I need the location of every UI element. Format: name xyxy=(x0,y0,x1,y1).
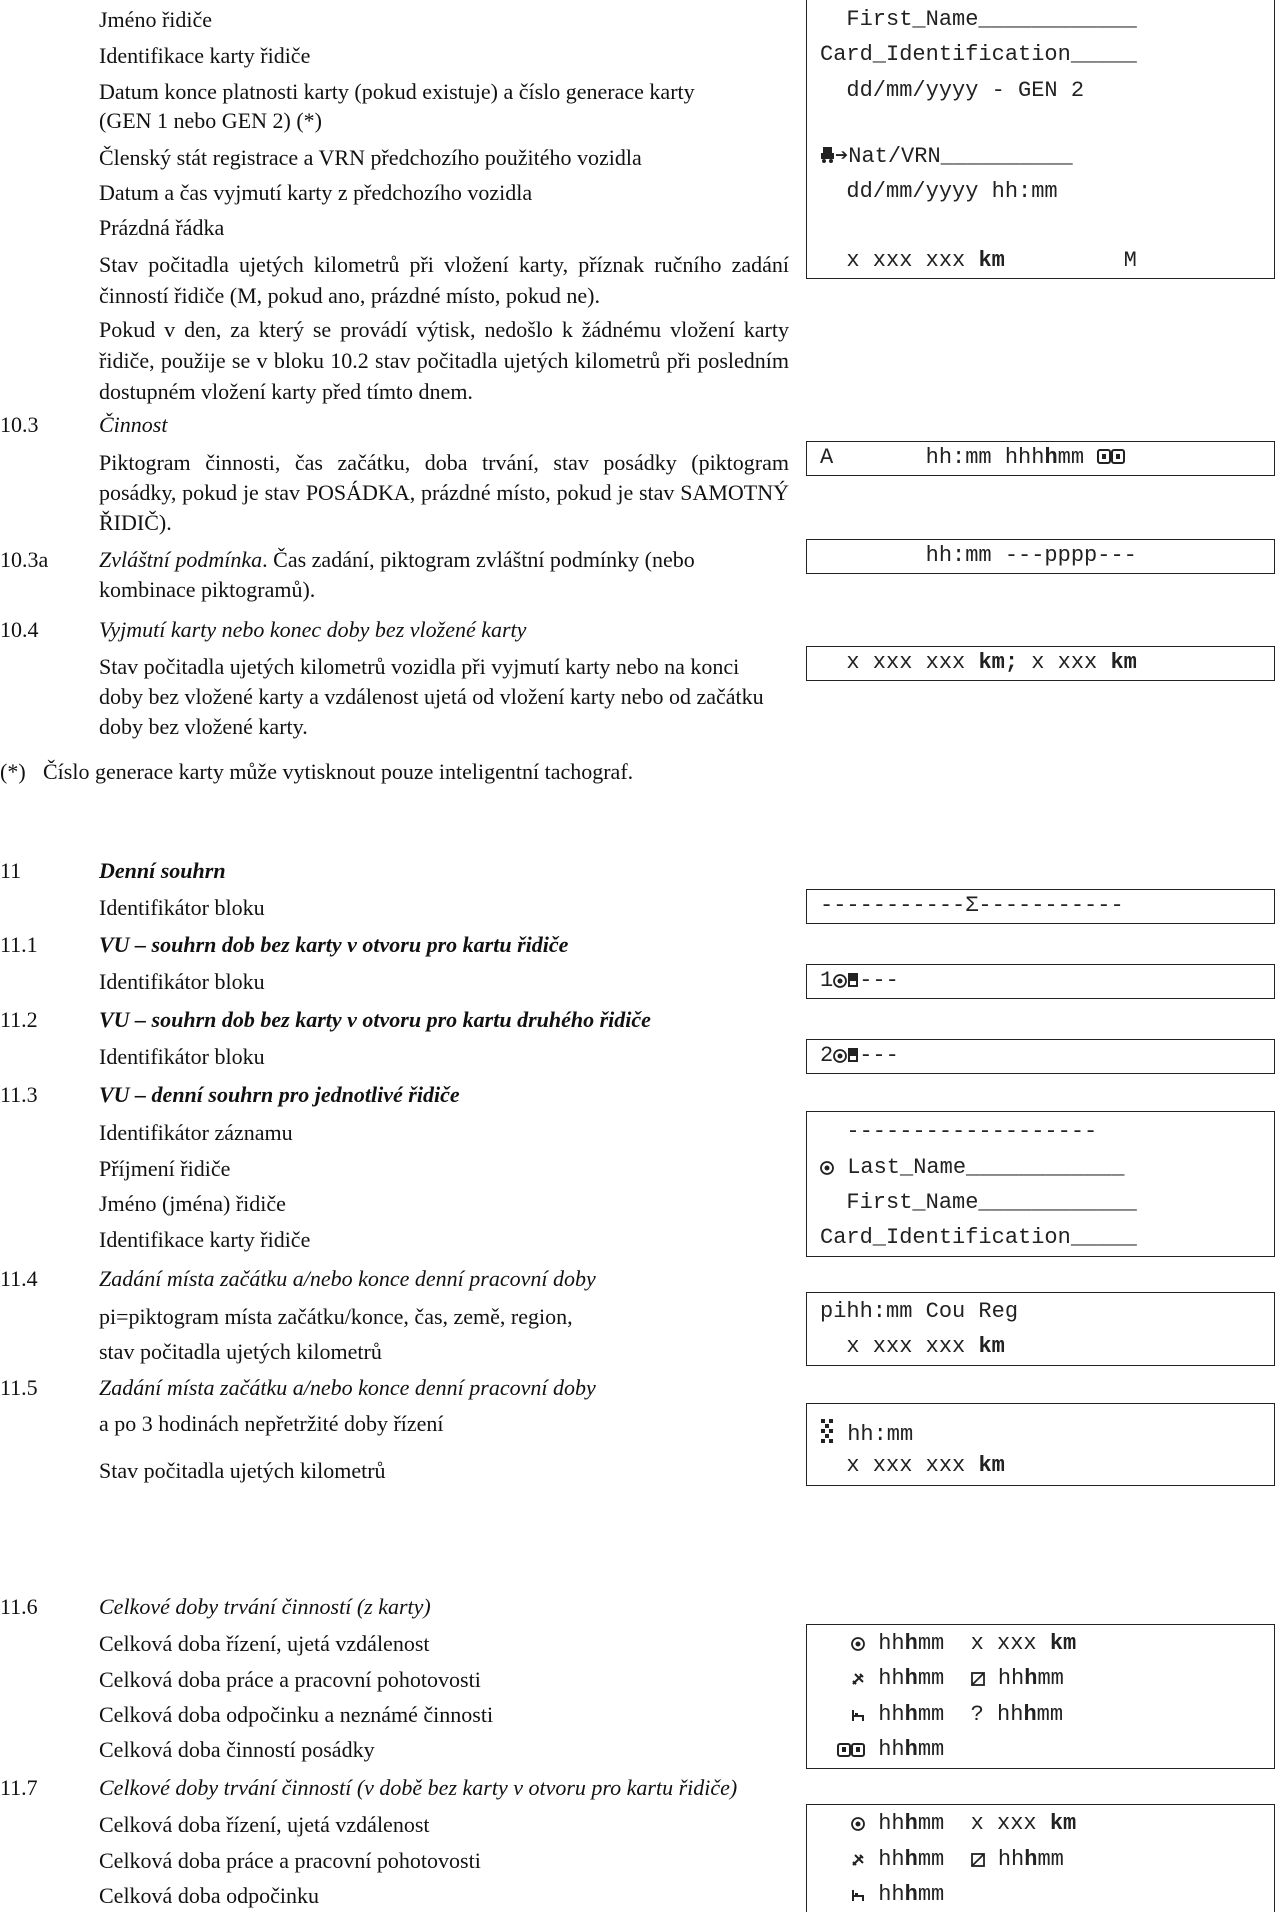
label-odometer-insertion: Stav počitadla ujetých kilometrů při vložení karty, příznak ručního zadání činností řidiče (M, pokud ano, prázdné místo, pokud ne). xyxy=(99,252,789,308)
print-specific-condition: hh:mm ---pppp--- xyxy=(820,543,1137,568)
section-title-11-6: Celkové doby trvání činností (z karty) xyxy=(99,1594,431,1619)
print-3h-time: hh:mm xyxy=(834,1422,914,1447)
section-title-10-3a: Zvláštní podmínka xyxy=(99,547,263,572)
vehicle-icon xyxy=(820,144,835,169)
label-withdrawal-time: Datum a čas vyjmutí karty z předchozího vozidla xyxy=(99,180,533,205)
print-3h-odometer-unit: km xyxy=(978,1453,1005,1478)
print-bold-h: h xyxy=(904,1702,918,1727)
print-distance: x xxx xyxy=(970,1631,1050,1656)
label-driver-first-name: Jméno řidiče xyxy=(99,7,213,32)
crew-icon xyxy=(837,1737,865,1762)
print-distance-unit: km xyxy=(1049,1811,1077,1836)
print-withdrawal-line xyxy=(820,648,1137,678)
section-number-10-4: 10.4 xyxy=(0,617,39,642)
print-total-work-line xyxy=(851,1664,1064,1694)
print-hh: hh xyxy=(997,1666,1025,1691)
section-number-11-5: 11.5 xyxy=(0,1375,38,1400)
print-record-separator: ------------------- xyxy=(820,1119,1098,1144)
section-number-11: 11 xyxy=(0,858,22,883)
print-activity-code: A hh:mm hhh xyxy=(820,445,1045,470)
label-driver-card-id: Identifikace karty řidiče xyxy=(99,43,311,68)
section-title-11: Denní souhrn xyxy=(99,858,226,883)
print-activity-bold-h: h xyxy=(1044,445,1058,470)
print-mm: mm xyxy=(917,1847,945,1872)
driving-icon xyxy=(833,1043,847,1068)
print-daily-summary-header: -----------Σ----------- xyxy=(820,893,1124,918)
printout-box-card-withdrawal xyxy=(806,646,1275,681)
print-first-name: First_Name____________ xyxy=(820,7,1137,32)
print-withdrawal-distance: x xxx xyxy=(1018,650,1111,675)
print-bold-h: h xyxy=(904,1631,918,1656)
section-title-11-1: VU – souhrn dob bez karty v otvoru pro kartu řidiče xyxy=(99,932,569,957)
label-block-id-11-2: Identifikátor bloku xyxy=(99,1044,265,1069)
label-total-rest-unknown: Celková doba odpočinku a neznámé činnosti xyxy=(99,1702,494,1727)
section-number-11-3: 11.3 xyxy=(0,1082,38,1107)
section-desc-10-3a: . Čas zadání, piktogram zvláštní podmínky (nebo kombinace piktogramů). xyxy=(99,547,695,602)
driving-icon xyxy=(820,1155,834,1180)
section-title-11-2: VU – souhrn dob bez karty v otvoru pro kartu druhého řidiče xyxy=(99,1007,651,1032)
label-block-id-11: Identifikátor bloku xyxy=(99,895,265,920)
print-no-card-codriver-slot xyxy=(820,1041,899,1071)
print-nc-driving-line xyxy=(851,1809,1076,1839)
printout-box-place-entry xyxy=(806,1292,1275,1366)
print-activity-line xyxy=(820,443,1125,473)
print-bold-h: h xyxy=(1024,1847,1038,1872)
section-number-10-3a: 10.3a xyxy=(0,547,49,572)
print-slot-number: 1 xyxy=(820,968,834,993)
print-withdrawal-unit: km; xyxy=(978,650,1019,675)
section-title-11-7: Celkové doby trvání činností (v době bez karty v otvoru pro kartu řidiče) xyxy=(99,1775,738,1800)
print-hh: hh xyxy=(878,1666,905,1691)
print-place-odometer-unit: km xyxy=(978,1334,1005,1359)
print-mm: mm xyxy=(917,1882,945,1907)
print-total-crew-line xyxy=(837,1735,944,1765)
print-nat-vrn-text: Nat/VRN__________ xyxy=(848,144,1073,169)
print-bold-h: h xyxy=(904,1811,918,1836)
label-total-rest: Celková doba odpočinku xyxy=(99,1883,319,1908)
print-last-name: Last_Name____________ xyxy=(834,1155,1125,1180)
section-number-10-3: 10.3 xyxy=(0,412,39,437)
print-hh: hh xyxy=(878,1811,905,1836)
section-text-10-4: Stav počitadla ujetých kilometrů vozidla při vyjmutí karty nebo na konci doby bez vložené karty a vzdálenost ujetá od vložení karty nebo od začátku doby bez vložené karty. xyxy=(99,654,764,739)
print-mm: mm xyxy=(1036,1702,1064,1727)
print-unknown-symbol: ? xyxy=(970,1702,984,1727)
print-3h-time-line xyxy=(820,1418,913,1450)
print-odometer-value: x xxx xxx xyxy=(820,248,979,273)
rest-icon xyxy=(851,1702,865,1727)
label-record-id: Identifikátor záznamu xyxy=(99,1120,293,1145)
section-number-11-6: 11.6 xyxy=(0,1594,38,1619)
driving-icon xyxy=(851,1631,865,1656)
driving-icon xyxy=(833,968,847,993)
label-odometer-note: Pokud v den, za který se provádí výtisk, nedošlo k žádnému vložení karty řidiče, použije se v bloku 10.2 stav počitadla ujetých kilometrů při posledním dostupném vložení karty před tímto dnem. xyxy=(99,317,789,404)
print-slot-number: 2 xyxy=(820,1043,834,1068)
print-withdrawal-odometer: x xxx xxx xyxy=(820,650,979,675)
label-place-pictogram: pi=piktogram místa začátku/konce, čas, země, region, xyxy=(99,1304,573,1329)
printout-box-specific-condition xyxy=(806,539,1275,574)
card-icon xyxy=(847,1043,859,1068)
place-icon xyxy=(820,1422,834,1447)
label-driver-last-name: Příjmení řidiče xyxy=(99,1156,231,1181)
print-total-rest-line xyxy=(851,1700,1063,1730)
print-date-time: dd/mm/yyyy hh:mm xyxy=(820,179,1058,204)
print-card-id: Card_Identification_____ xyxy=(820,42,1137,67)
arrow-right-icon: ➔ xyxy=(835,144,849,169)
printout-box-no-card-driver-slot xyxy=(806,964,1275,999)
print-mm: mm xyxy=(917,1811,945,1836)
print-mm: mm xyxy=(917,1737,945,1762)
print-distance: x xxx xyxy=(970,1811,1050,1836)
label-card-expiry-line1: Datum konce platnosti karty (pokud existuje) a číslo generace karty xyxy=(99,79,695,104)
label-odometer-11-4: stav počitadla ujetých kilometrů xyxy=(99,1339,382,1364)
print-manual-flag: M xyxy=(1004,248,1137,273)
printout-box-no-card-totals xyxy=(806,1804,1275,1912)
card-icon xyxy=(847,968,859,993)
print-3h-odometer xyxy=(820,1451,1005,1481)
printout-box-driver-summary xyxy=(806,1111,1275,1257)
crew-icon xyxy=(1097,445,1125,470)
print-hh: hh xyxy=(997,1702,1024,1727)
print-hh: hh xyxy=(878,1847,905,1872)
print-mm: mm xyxy=(917,1631,945,1656)
print-hh: hh xyxy=(878,1702,905,1727)
availability-icon xyxy=(971,1666,985,1691)
printout-box-activity xyxy=(806,441,1275,476)
print-mm: mm xyxy=(917,1702,945,1727)
printout-box-card-totals xyxy=(806,1624,1275,1769)
label-card-expiry-line2: (GEN 1 nebo GEN 2) (*) xyxy=(99,108,322,133)
print-place-line: pihh:mm Cou Reg xyxy=(820,1299,1019,1324)
print-activity-mm: mm xyxy=(1057,445,1098,470)
print-mm: mm xyxy=(1037,1847,1064,1872)
print-3h-odometer-value: x xxx xxx xyxy=(820,1453,979,1478)
print-bold-h: h xyxy=(904,1882,918,1907)
label-after-3-hours: a po 3 hodinách nepřetržité doby řízení xyxy=(99,1411,444,1436)
label-block-id-11-1: Identifikátor bloku xyxy=(99,969,265,994)
label-total-driving-11-6: Celková doba řízení, ujetá vzdálenost xyxy=(99,1631,430,1656)
print-bold-h: h xyxy=(904,1666,918,1691)
label-odometer-11-5: Stav počitadla ujetých kilometrů xyxy=(99,1458,386,1483)
footnote-text: Číslo generace karty může vytisknout pouze inteligentní tachograf. xyxy=(43,759,634,784)
printout-box-daily-summary xyxy=(806,889,1275,924)
work-icon xyxy=(851,1847,865,1872)
print-nc-rest-line xyxy=(851,1880,944,1910)
section-title-10-4: Vyjmutí karty nebo konec doby bez vložené karty xyxy=(99,617,527,642)
printout-box-card-insertion xyxy=(806,0,1275,279)
print-nat-vrn xyxy=(820,142,1073,172)
rest-icon xyxy=(851,1882,865,1907)
print-nc-work-line xyxy=(851,1845,1064,1875)
label-empty-line: Prázdná řádka xyxy=(99,215,225,240)
print-bold-h: h xyxy=(1023,1702,1037,1727)
section-number-11-1: 11.1 xyxy=(0,932,38,957)
print-slot-dashes: --- xyxy=(859,968,899,993)
print-odometer-line xyxy=(820,246,1137,276)
section-title-11-5: Zadání místa začátku a/nebo konce denní pracovní doby xyxy=(99,1375,596,1400)
label-driver-first-names: Jméno (jména) řidiče xyxy=(99,1191,286,1216)
print-bold-h: h xyxy=(904,1847,918,1872)
label-total-work-11-7: Celková doba práce a pracovní pohotovosti xyxy=(99,1848,481,1873)
label-prev-vehicle: Členský stát registrace a VRN předchozího použitého vozidla xyxy=(99,145,642,170)
print-slot-dashes: --- xyxy=(859,1043,899,1068)
section-title-10-3: Činnost xyxy=(99,412,168,437)
print-last-name-line xyxy=(820,1153,1124,1183)
print-card-id-11-3: Card_Identification_____ xyxy=(820,1225,1137,1250)
section-title-11-3: VU – denní souhrn pro jednotlivé řidiče xyxy=(99,1082,460,1107)
section-text-10-3a xyxy=(99,545,759,605)
footnote-marker: (*) xyxy=(0,759,26,784)
printout-box-3h-driving xyxy=(806,1403,1275,1486)
work-icon xyxy=(851,1666,865,1691)
print-no-card-driver-slot xyxy=(820,966,899,996)
section-title-11-4: Zadání místa začátku a/nebo konce denní pracovní doby xyxy=(99,1266,596,1291)
print-hh: hh xyxy=(878,1882,905,1907)
print-hh: hh xyxy=(878,1737,905,1762)
label-total-work-11-6: Celková doba práce a pracovní pohotovosti xyxy=(99,1667,481,1692)
print-place-odometer xyxy=(820,1332,1005,1362)
print-distance-unit: km xyxy=(1049,1631,1077,1656)
print-bold-h: h xyxy=(904,1737,918,1762)
print-bold-h: h xyxy=(1024,1666,1038,1691)
availability-icon xyxy=(971,1847,985,1872)
print-place-odometer-value: x xxx xxx xyxy=(820,1334,979,1359)
print-hh: hh xyxy=(997,1847,1025,1872)
print-mm: mm xyxy=(917,1666,945,1691)
label-total-crew: Celková doba činností posádky xyxy=(99,1737,375,1762)
printout-box-no-card-codriver-slot xyxy=(806,1039,1275,1074)
print-first-name-11-3: First_Name____________ xyxy=(820,1190,1137,1215)
print-hh: hh xyxy=(878,1631,905,1656)
section-number-11-4: 11.4 xyxy=(0,1266,38,1291)
print-withdrawal-distance-unit: km xyxy=(1110,650,1137,675)
label-driver-card-id-11-3: Identifikace karty řidiče xyxy=(99,1227,311,1252)
print-total-driving-line xyxy=(851,1629,1076,1659)
section-number-11-7: 11.7 xyxy=(0,1775,38,1800)
section-number-11-2: 11.2 xyxy=(0,1007,38,1032)
print-odometer-unit: km xyxy=(978,248,1005,273)
section-text-10-3: Piktogram činnosti, čas začátku, doba trvání, stav posádky (piktogram posádky, pokud je stav POSÁDKA, prázdné místo, pokud je stav SAMOTNÝ ŘIDIČ). xyxy=(99,450,789,535)
print-expiry: dd/mm/yyyy - GEN 2 xyxy=(820,78,1085,103)
label-total-driving-11-7: Celková doba řízení, ujetá vzdálenost xyxy=(99,1812,430,1837)
print-mm: mm xyxy=(1037,1666,1064,1691)
driving-icon xyxy=(851,1811,865,1836)
